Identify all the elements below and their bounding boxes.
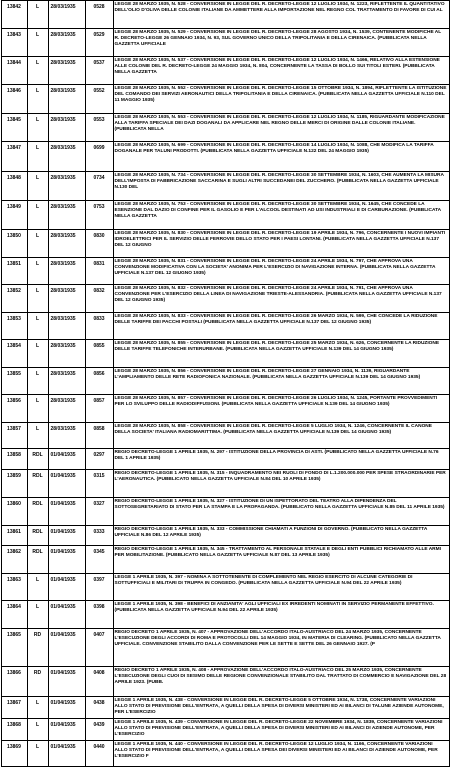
record-number xyxy=(1,114,27,142)
record-date-value: 28/03/1935 xyxy=(50,145,76,151)
record-date xyxy=(48,498,85,526)
record-date-value: 28/03/1935 xyxy=(50,426,76,432)
record-type xyxy=(27,85,48,114)
record-text: LEGGE 1 APRILE 1935, N. 438 - CONVERSIONE IN LEGGE DEL R. DECRETO-LEGGE 5 OTTOBRE 1934, N. 1738, CONCERNENTE VARIAZIONI ALLO STATO DI PREVISIONE DELL'ENTRATA, A QUELLI DELLA SPESA DI DIVERSI MINISTERI ED AI BILANCI DI TALUNE AZIENDE AUTONOME, PER L'ESERCIZIO xyxy=(113,697,449,719)
record-date-value: 01/04/1935 xyxy=(50,722,76,728)
record-number xyxy=(1,258,27,285)
record-code xyxy=(85,395,113,423)
record-number-value: 13869 xyxy=(7,744,21,750)
record-date xyxy=(48,285,85,313)
record-type-value: L xyxy=(35,88,40,94)
record-type-value: L xyxy=(35,288,40,294)
record-number-value: 13848 xyxy=(7,175,21,181)
records-body xyxy=(1,1,449,767)
record-text: REGIO DECRETO 1 APRILE 1935, N. 407 - APPROVAZIONE DELL'ACCORDO ITALO-AUSTRIACO DEL 24 MARZO 1935, CONCERNENTE L'ESECUZIONE DEGLI ACCORDI DI ROMA E PROTOCOLLI DEL 14 MAGGIO 1934, IN MATERIA DI CLEARING. (PUBBLICATO NELLA GAZZETTA UFFICIALE. CONVENZIONE STABILITO DALLA CONVENZIONE PER LE SETTE E SETTE DEL 26 GENNAIO 1927. (P xyxy=(113,629,449,667)
record-row xyxy=(1,340,449,368)
record-row xyxy=(1,172,449,201)
record-row xyxy=(1,85,449,114)
record-type-value: RDL xyxy=(32,549,43,555)
record-code xyxy=(85,29,113,57)
record-type-value: L xyxy=(35,117,40,123)
record-text: LEGGE 28 MARZO 1935, N. 734 - CONVERSIONE IN LEGGE DEL R. DECRETO-LEGGE 30 SETTEMBRE 1934, N. 1603, CHE AUMENTA LA MISURA DELL'IMPOSTA DI FABBRICAZIONE SACCARINA E SUGLI ALTRI SUCCEDANEI DEL ZUCCHERO. (PUBBLICATA NELLA GAZZETTA UFFICIALE N.130 DEL xyxy=(113,172,449,201)
record-type-value: RDL xyxy=(32,529,43,535)
record-number xyxy=(1,57,27,85)
record-date xyxy=(48,697,85,719)
record-row xyxy=(1,629,449,667)
record-type xyxy=(27,526,48,546)
record-type xyxy=(27,741,48,767)
record-row xyxy=(1,498,449,526)
record-text: REGIO DECRETO 1 APRILE 1935, N. 408 - APPROVAZIONE DELL'ACCORDO ITALO-AUSTRIACO DEL 25 MARZO 1935, CONCERNENTE L'ESECUZIONE DEGLI CUOI DI SESIMO DELLE REGIONE CONVENZIONALE STABILITO DAL TRATTATO DI COMMERCIO E NAVIGAZIONE DEL 28 APRILE 1923. (PUBB. xyxy=(113,667,449,697)
record-date-value: 28/03/1935 xyxy=(50,343,76,349)
record-code-value: 0699 xyxy=(93,145,105,151)
record-row xyxy=(1,697,449,719)
record-date-value: 28/03/1935 xyxy=(50,4,76,10)
record-type xyxy=(27,449,48,470)
record-text: REGIO DECRETO-LEGGE 1 APRILE 1935, N. 345 - TRATTAMENTO AL PERSONALE STATALE E DEGLI ENTI PUBBLICI RICHIAMATO ALLE ARMI PER MOBILITAZIONE. (PUBBLICATO NELLA GAZZETTA UFFICIALE N.87 DEL 13 APRILE 1935) xyxy=(113,546,449,574)
record-code-value: 0440 xyxy=(93,744,105,750)
record-number xyxy=(1,449,27,470)
record-text: REGIO DECRETO-LEGGE 1 APRILE 1935, N. 327 - ISTITUZIONE DI UN ISPETTORATO DEL TEATRO ALLA DIPENDENZA DEL SOTTOSEGRETARIATO DI STATO PER LA STAMPA E LA PROPAGANDA. (PUBBLICATO NELLA GAZZETTA UFFICIALE N.85 DEL 11 APRILE 1935) xyxy=(113,498,449,526)
record-text: LEGGE 28 MARZO 1935, N. 855 - CONVERSIONE IN LEGGE DEL R. DECRETO-LEGGE 25 MARZO 1934, N. 626, CONCERNENTE LA RIDUZIONE DELLE TARIFFE TELEFONICHE INTERURBANE. (PUBBLICATA NELLA GAZZETTA UFFICIALE N.139 DEL 14 GIUGNO 1935) xyxy=(113,340,449,368)
record-number xyxy=(1,1,27,29)
record-date xyxy=(48,546,85,574)
record-number xyxy=(1,85,27,114)
record-number-value: 13865 xyxy=(7,632,21,638)
record-date xyxy=(48,57,85,85)
record-date xyxy=(48,340,85,368)
record-date xyxy=(48,629,85,667)
record-number-value: 13849 xyxy=(7,204,21,210)
record-date-value: 28/03/1935 xyxy=(50,60,76,66)
record-type xyxy=(27,230,48,258)
record-row xyxy=(1,574,449,601)
record-number-value: 13868 xyxy=(7,722,21,728)
record-number-value: 13867 xyxy=(7,700,21,706)
record-code xyxy=(85,313,113,340)
record-date-value: 28/03/1935 xyxy=(50,204,76,210)
record-row xyxy=(1,526,449,546)
record-code xyxy=(85,423,113,449)
record-date xyxy=(48,85,85,114)
record-date xyxy=(48,201,85,230)
record-type xyxy=(27,57,48,85)
record-type-value: RDL xyxy=(32,501,43,507)
record-code xyxy=(85,449,113,470)
record-row xyxy=(1,546,449,574)
record-type xyxy=(27,546,48,574)
record-text: LEGGE 28 MARZO 1935, N. 857 - CONVERSIONE IN LEGGE DEL R. DECRETO-LEGGE 26 LUGLIO 1934, N. 1245, PORTANTE PROVVEDIMENTI PER LO SVILUPPO DELLE RADIODIFFUSIONI. (PUBBLICATA NELLA GAZZETTA UFFICIALE N.139 DEL 14 GIUGNO 1935) xyxy=(113,395,449,423)
record-number-value: 13858 xyxy=(7,452,21,458)
record-text: REGIO DECRETO-LEGGE 1 APRILE 1935, N. 333 - COMMISSIONE CHIAMATI A FUNZIONI DI GOVERNO. (PUBBLICATO NELLA GAZZETTA UFFICIALE N.86 DEL 12 APRILE 1935) xyxy=(113,526,449,546)
record-code-value: 0830 xyxy=(93,233,105,239)
record-type xyxy=(27,423,48,449)
record-text: LEGGE 28 MARZO 1935, N. 858 - CONVERSIONE IN LEGGE DEL R. DECRETO-LEGGE 5 LUGLIO 1934, N. 1246, CONCERNENTE IL CANONE DELLA SOCIETA' ITALIANA RADIOMARITTIMA. (PUBBLICATA NELLA GAZZETTA UFFICIALE N.139 DEL 14 GIUGNO 1935) xyxy=(113,423,449,449)
record-code xyxy=(85,142,113,172)
record-number xyxy=(1,526,27,546)
record-code-value: 0398 xyxy=(93,604,105,610)
record-row xyxy=(1,667,449,697)
record-number-value: 13863 xyxy=(7,577,21,583)
record-code-value: 0345 xyxy=(93,549,105,555)
record-text: LEGGE 28 MARZO 1935, N. 753 - CONVERSIONE IN LEGGE DEL R. DECRETO-LEGGE 30 SETTEMBRE 1934, N. 1645, CHE CONCEDE LA ESENZIONE DAL DAZIO DI CONFINE PER IL GASOLIO E PER L'ALCOOL DESTINATI AD USI INDUSTRIALI E DI CARBURAZIONE. (PUBBLICATA NELLA GAZZETTA xyxy=(113,201,449,230)
record-date-value: 28/03/1935 xyxy=(50,32,76,38)
record-date xyxy=(48,395,85,423)
record-code-value: 0408 xyxy=(93,670,105,676)
record-date-value: 28/03/1935 xyxy=(50,371,76,377)
record-type-value: L xyxy=(35,426,40,432)
record-date-value: 28/03/1935 xyxy=(50,175,76,181)
record-number-value: 13855 xyxy=(7,371,21,377)
record-date xyxy=(48,423,85,449)
record-code-value: 0407 xyxy=(93,632,105,638)
record-type xyxy=(27,574,48,601)
record-date xyxy=(48,741,85,767)
record-number xyxy=(1,313,27,340)
record-date-value: 28/03/1935 xyxy=(50,233,76,239)
record-number xyxy=(1,667,27,697)
record-row xyxy=(1,449,449,470)
record-row xyxy=(1,423,449,449)
record-type-value: L xyxy=(35,744,40,750)
record-text: LEGGE 1 APRILE 1935, N. 398 - BENEFICI DI ANZIANITA' AGLI UFFICIALI EX IRREDENTI NOMINATI IN SERVIZIO PERMANENTE EFFETTIVO. (PUBBLICATA NELLA GAZZETTA UFFICIALE N.94 DEL 22 APRILE 1935) xyxy=(113,601,449,629)
record-text: REGIO DECRETO-LEGGE 1 APRILE 1935, N. 297 - ISTITUZIONE DELLA PROVINCIA DI ASTI. (PUBBLICATO NELLA GAZZETTA UFFICIALE N.76 DEL 1 APRILE 1935) xyxy=(113,449,449,470)
record-type-value: L xyxy=(35,722,40,728)
record-number-value: 13842 xyxy=(7,4,21,10)
record-code-value: 0856 xyxy=(93,371,105,377)
record-text: LEGGE 28 MARZO 1935, N. 830 - CONVERSIONE IN LEGGE DEL R. DECRETO-LEGGE 19 APRILE 1934, N. 796, CONCERNENTE I NUOVI IMPIANTI IDROELETTRICI PER IL SERVIZIO DELLE FERROVIE DELLO STATO PER I PAESI LONTANI. (PUBBLICATA NELLA GAZZETTA UFFICIALE N.137 DEL 12 GIUGNO xyxy=(113,230,449,258)
record-number xyxy=(1,546,27,574)
record-text: LEGGE 1 APRILE 1935, N. 439 - CONVERSIONE IN LEGGE DEL R. DECRETO-LEGGE 22 NOVEMBRE 1934, N. 1839, CONCERNENTE VARIAZIONI ALLO STATO DI PREVISIONE DELL'ENTRATA, A QUELLI DELLA SPESA DI DIVERSI MINISTERI ED AI BILANCI DI AZIENDE AUTONOME, PER L'ESERCIZIO xyxy=(113,719,449,741)
record-type xyxy=(27,114,48,142)
record-type xyxy=(27,340,48,368)
record-type-value: RDL xyxy=(32,452,43,458)
record-date xyxy=(48,142,85,172)
record-number-value: 13850 xyxy=(7,233,21,239)
record-text: LEGGE 28 MARZO 1935, N. 553 - CONVERSIONE IN LEGGE DEL R. DECRETO-LEGGE 12 LUGLIO 1934, N. 1185, RIGUARDANTE MODIFICAZIONE ALLA TARIFFA SPECIALE DEI DAZI DOGANALI DA APPLICARE NEL REGNO DELLE MERCI DI ORIGINE DALLE COLONIE ITALIANE. (PUBBLICATA NELLA xyxy=(113,114,449,142)
record-code-value: 0537 xyxy=(93,60,105,66)
record-type-value: L xyxy=(35,604,40,610)
record-number xyxy=(1,29,27,57)
record-date xyxy=(48,449,85,470)
record-number xyxy=(1,395,27,423)
record-number-value: 13847 xyxy=(7,145,21,151)
record-text: LEGGE 1 APRILE 1935, N. 397 - NOMINA A SOTTOTENENTE DI COMPLEMENTO NEL REGIO ESERCITO DI ALCUNE CATEGORIE DI SOTTUFFICIALI E MILITARI DI TRUPPA IN CONGEDO. (PUBBLICATA NELLA GAZZETTA UFFICIALE N.94 DEL 22 APRILE 1935) xyxy=(113,574,449,601)
record-code-value: 0831 xyxy=(93,261,105,267)
record-code-value: 0734 xyxy=(93,175,105,181)
record-type-value: RD xyxy=(33,632,42,638)
record-text: REGIO DECRETO-LEGGE 1 APRILE 1935, N. 315 - INQUADRAMENTO NEI RUOLI DI FONDO DI L.1.200.000.000 PER SPESE STRAORDINARIE PER L'AERONAUTICA. (PUBBLICATO NELLA GAZZETTA UFFICIALE N.84 DEL 10 APRILE 1935) xyxy=(113,470,449,498)
record-text: LEGGE 28 MARZO 1935, N. 528 - CONVERSIONE IN LEGGE DEL R. DECRETO-LEGGE 12 LUGLIO 1934, N. 1223, RIFLETTENTE IL QUANTITATIVO DELL'OLIO D'OLIVA DELLE COLONIE ITALIANE DA AMMETTERE ALLA IMPORTAZIONE NEL REGNO COL TRATTAMENTO DI FAVORE DI CUI AL xyxy=(113,1,449,29)
record-row xyxy=(1,313,449,340)
record-text: LEGGE 28 MARZO 1935, N. 552 - CONVERSIONE IN LEGGE DEL R. DECRETO-LEGGE 15 OTTOBRE 1934, N. 1894, RIFLETTENTE LA ISTITUZIONE DEL COMANDO DEI SERVIZI AERONAUTICI DELLA TRIPOLITANIA E DELLA CIRENAICA. (PUBBLICATA NELLA GAZZETTA UFFICIALE N.110 DEL 11 MAGGIO 1935) xyxy=(113,85,449,114)
record-number xyxy=(1,498,27,526)
record-number-value: 13843 xyxy=(7,32,21,38)
record-number xyxy=(1,719,27,741)
record-number-value: 13851 xyxy=(7,261,21,267)
record-date-value: 01/04/1935 xyxy=(50,670,76,676)
record-type xyxy=(27,172,48,201)
record-type-value: L xyxy=(35,316,40,322)
record-date-value: 01/04/1935 xyxy=(50,744,76,750)
record-date-value: 28/03/1935 xyxy=(50,288,76,294)
record-code-value: 0858 xyxy=(93,426,105,432)
record-type xyxy=(27,368,48,395)
record-date-value: 28/03/1935 xyxy=(50,261,76,267)
record-date xyxy=(48,114,85,142)
record-code-value: 0552 xyxy=(93,88,105,94)
record-row xyxy=(1,601,449,629)
record-number xyxy=(1,230,27,258)
record-number-value: 13846 xyxy=(7,88,21,94)
record-code-value: 0528 xyxy=(93,4,105,10)
record-date-value: 28/03/1935 xyxy=(50,398,76,404)
record-text: LEGGE 1 APRILE 1935, N. 440 - CONVERSIONE IN LEGGE DEL R. DECRETO-LEGGE 12 LUGLIO 1934, N. 1166, CONCERNENTE VARIAZIONI ALLO STATO DI PREVISIONE DELL'ENTRATA, A QUELLI DELLA SPESA DEI DIVERSI MINISTERI ED AI BILANCI DI AZIENDE AUTONOME, PER L'ESERCIZIO F xyxy=(113,741,449,767)
record-row xyxy=(1,258,449,285)
record-number-value: 13845 xyxy=(7,117,21,123)
record-row xyxy=(1,201,449,230)
record-row xyxy=(1,114,449,142)
record-code-value: 0833 xyxy=(93,316,105,322)
record-number xyxy=(1,629,27,667)
record-text: LEGGE 28 MARZO 1935, N. 831 - CONVERSIONE IN LEGGE DEL R. DECRETO-LEGGE 24 APRILE 1934, N. 797, CHE APPROVA UNA CONVENZIONE MODIFICATIVA CON LA SOCIETA' ANONIMA PER L'ESERCIZIO DI NAVIGAZIONE INTERNA. (PUBBLICATA NELLA GAZZETTA UFFICIALE N.137 DEL 12 GIUGNO 1935) xyxy=(113,258,449,285)
record-number xyxy=(1,574,27,601)
record-type-value: L xyxy=(35,175,40,181)
record-code-value: 0439 xyxy=(93,722,105,728)
record-type xyxy=(27,395,48,423)
record-text: LEGGE 28 MARZO 1935, N. 833 - CONVERSIONE IN LEGGE DEL R. DECRETO-LEGGE 26 MARZO 1934, N. 599, CHE CONCEDE LA RIDUZIONE DELLE TARIFFE DEI PACCHI POSTALI (PUBBLICATA NELLA GAZZETTA UFFICIALE N.137 DEL 12 GIUGNO 1935) xyxy=(113,313,449,340)
record-code-value: 0753 xyxy=(93,204,105,210)
record-row xyxy=(1,230,449,258)
record-number xyxy=(1,470,27,498)
record-code-value: 0297 xyxy=(93,452,105,458)
record-code xyxy=(85,85,113,114)
record-date-value: 01/04/1935 xyxy=(50,452,76,458)
record-row xyxy=(1,470,449,498)
record-code xyxy=(85,526,113,546)
records-table xyxy=(1,0,450,767)
record-type xyxy=(27,498,48,526)
record-date xyxy=(48,368,85,395)
record-number-value: 13856 xyxy=(7,398,21,404)
record-date xyxy=(48,313,85,340)
record-type xyxy=(27,142,48,172)
record-code-value: 0857 xyxy=(93,398,105,404)
record-code xyxy=(85,201,113,230)
record-code xyxy=(85,719,113,741)
record-text: LEGGE 28 MARZO 1935, N. 856 - CONVERSIONE IN LEGGE DEL R. DECRETO-LEGGE 27 GENNAIO 1934, N. 1139, RIGUARDANTE L'AMPLIAMENTO DELLE RETE RADIOFONICA NAZIONALE. (PUBBLICATA NELLA GAZZETTA UFFICIALE N.139 DEL 14 GIUGNO 1935) xyxy=(113,368,449,395)
record-text: LEGGE 28 MARZO 1935, N. 537 - CONVERSIONE IN LEGGE DEL R. DECRETO-LEGGE 12 LUGLIO 1934, N. 1466, RELATIVO ALLA ESTENSIONE ALLE COLONIE DEL R. DECRETO-LEGGE 24 MAGGIO 1934, N. 804, CONCERNENTE LA TASSA DI BOLLO SUI TITOLI ESTERI. (PUBBLICATA NELLA GAZZETTA xyxy=(113,57,449,85)
record-date-value: 01/04/1935 xyxy=(50,577,76,583)
record-code xyxy=(85,340,113,368)
record-code xyxy=(85,258,113,285)
record-type-value: L xyxy=(35,700,40,706)
record-text: LEGGE 28 MARZO 1935, N. 529 - CONVERSIONE IN LEGGE DEL R. DECRETO-LEGGE 28 AGOSTO 1934, N. 1539, CONTENENTE MODIFICHE AL R. DECRETO-LEGGE 26 GENNAIO 1934, N. 93, SUL GOVERNO UNICO DELLA TRIPOLITANIA E DELLA CIRENAICA. (PUBBLICATA NELLA GAZZETTA UFFICIALE xyxy=(113,29,449,57)
record-code-value: 0327 xyxy=(93,501,105,507)
record-row xyxy=(1,395,449,423)
record-date-value: 28/03/1935 xyxy=(50,88,76,94)
record-date xyxy=(48,574,85,601)
record-code xyxy=(85,368,113,395)
record-code xyxy=(85,574,113,601)
record-row xyxy=(1,29,449,57)
record-date-value: 01/04/1935 xyxy=(50,700,76,706)
record-number xyxy=(1,201,27,230)
record-date xyxy=(48,258,85,285)
record-type xyxy=(27,470,48,498)
record-type xyxy=(27,697,48,719)
record-row xyxy=(1,1,449,29)
record-number xyxy=(1,368,27,395)
record-date xyxy=(48,29,85,57)
record-code xyxy=(85,285,113,313)
record-date-value: 01/04/1935 xyxy=(50,632,76,638)
record-type-value: RD xyxy=(33,670,42,676)
record-type xyxy=(27,201,48,230)
record-date-value: 01/04/1935 xyxy=(50,473,76,479)
record-date xyxy=(48,667,85,697)
record-number xyxy=(1,340,27,368)
record-date xyxy=(48,1,85,29)
record-code xyxy=(85,629,113,667)
record-number-value: 13852 xyxy=(7,288,21,294)
record-number xyxy=(1,285,27,313)
record-number xyxy=(1,172,27,201)
record-number-value: 13853 xyxy=(7,316,21,322)
record-date xyxy=(48,526,85,546)
record-number-value: 13854 xyxy=(7,343,21,349)
record-code-value: 0438 xyxy=(93,700,105,706)
record-code xyxy=(85,470,113,498)
record-code-value: 0855 xyxy=(93,343,105,349)
record-row xyxy=(1,285,449,313)
record-code xyxy=(85,601,113,629)
record-code xyxy=(85,741,113,767)
record-code-value: 0315 xyxy=(93,473,105,479)
record-date-value: 01/04/1935 xyxy=(50,549,76,555)
record-type-value: L xyxy=(35,343,40,349)
record-date-value: 01/04/1935 xyxy=(50,604,76,610)
record-type xyxy=(27,285,48,313)
record-text: LEGGE 28 MARZO 1935, N. 699 - CONVERSIONE IN LEGGE DEL R. DECRETO-LEGGE 14 LUGLIO 1934, N. 1088, CHE MODIFICA LA TARIFFA DOGANALE PER TALUNI PRODOTTI. (PUBBLICATA NELLA GAZZETTA UFFICIALE N.122 DEL 24 MAGGIO 1935) xyxy=(113,142,449,172)
record-row xyxy=(1,57,449,85)
record-row xyxy=(1,142,449,172)
record-code-value: 0397 xyxy=(93,577,105,583)
record-date xyxy=(48,230,85,258)
record-number xyxy=(1,697,27,719)
record-type xyxy=(27,667,48,697)
record-date-value: 28/03/1935 xyxy=(50,117,76,123)
record-code xyxy=(85,230,113,258)
record-number-value: 13862 xyxy=(7,549,21,555)
record-number-value: 13844 xyxy=(7,60,21,66)
record-code xyxy=(85,697,113,719)
record-code xyxy=(85,546,113,574)
record-text: LEGGE 28 MARZO 1935, N. 832 - CONVERSIONE IN LEGGE DEL R. DECRETO-LEGGE 24 APRILE 1934, N. 791, CHE APPROVA UNA CONVENZIONE PER L'ESERCIZIO DELLA LINEA DI NAVIGAZIONE TRIESTE-ALESSANDRIA. (PUBBLICATA NELLA GAZZETTA UFFICIALE N.137 DEL 12 GIUGNO 1935) xyxy=(113,285,449,313)
record-type xyxy=(27,313,48,340)
record-date xyxy=(48,601,85,629)
record-type-value: L xyxy=(35,60,40,66)
record-code xyxy=(85,498,113,526)
record-date-value: 28/03/1935 xyxy=(50,316,76,322)
record-row xyxy=(1,368,449,395)
record-number-value: 13859 xyxy=(7,473,21,479)
record-type xyxy=(27,1,48,29)
record-number xyxy=(1,741,27,767)
record-number xyxy=(1,142,27,172)
record-number-value: 13860 xyxy=(7,501,21,507)
record-type-value: L xyxy=(35,398,40,404)
record-code xyxy=(85,667,113,697)
record-number xyxy=(1,423,27,449)
record-code xyxy=(85,114,113,142)
record-type-value: L xyxy=(35,4,40,10)
record-code xyxy=(85,1,113,29)
record-date xyxy=(48,172,85,201)
record-type-value: RDL xyxy=(32,473,43,479)
record-type xyxy=(27,719,48,741)
record-code xyxy=(85,57,113,85)
record-number-value: 13857 xyxy=(7,426,21,432)
record-code xyxy=(85,172,113,201)
record-type xyxy=(27,258,48,285)
record-type-value: L xyxy=(35,204,40,210)
record-row xyxy=(1,741,449,767)
record-type-value: L xyxy=(35,261,40,267)
record-date xyxy=(48,719,85,741)
record-number-value: 13864 xyxy=(7,604,21,610)
record-row xyxy=(1,719,449,741)
record-code-value: 0529 xyxy=(93,32,105,38)
record-type-value: L xyxy=(35,145,40,151)
record-number-value: 13861 xyxy=(7,529,21,535)
record-date-value: 01/04/1935 xyxy=(50,501,76,507)
record-number-value: 13866 xyxy=(7,670,21,676)
record-type-value: L xyxy=(35,577,40,583)
record-code-value: 0333 xyxy=(93,529,105,535)
record-code-value: 0553 xyxy=(93,117,105,123)
record-type xyxy=(27,629,48,667)
record-type xyxy=(27,601,48,629)
record-code-value: 0832 xyxy=(93,288,105,294)
record-type-value: L xyxy=(35,371,40,377)
record-type-value: L xyxy=(35,233,40,239)
record-date-value: 01/04/1935 xyxy=(50,529,76,535)
record-type xyxy=(27,29,48,57)
record-number xyxy=(1,601,27,629)
record-date xyxy=(48,470,85,498)
record-type-value: L xyxy=(35,32,40,38)
